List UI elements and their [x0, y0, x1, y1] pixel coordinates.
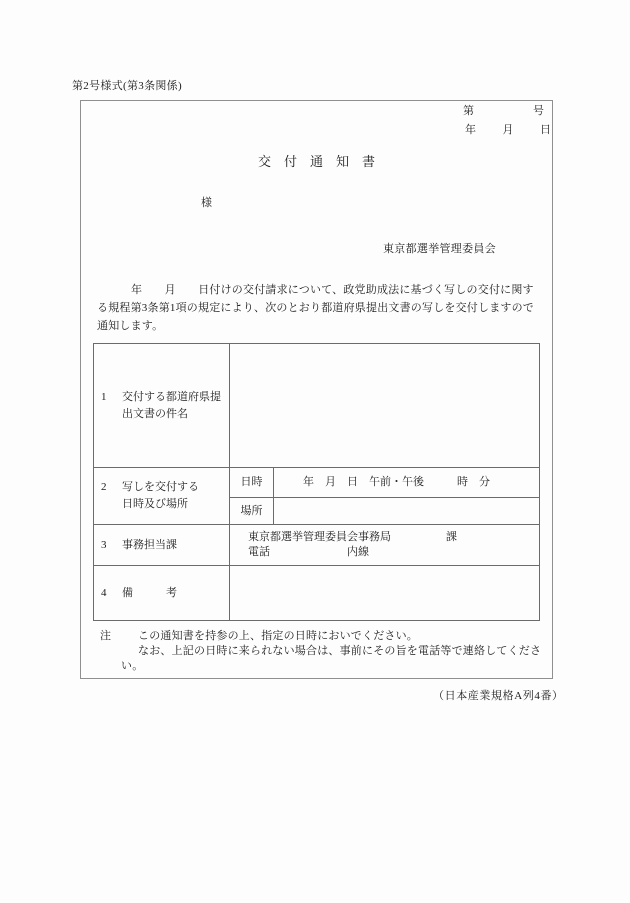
body-line: 年 月 日付けの交付請求について、政党助成法に基づく写しの交付に関す: [131, 284, 534, 296]
row1-label: 出文書の件名: [122, 407, 188, 420]
office-name: 東京都選挙管理委員会事務局 課: [248, 531, 457, 543]
place-key-cell: 場所: [240, 504, 263, 517]
doc-number-suffix: 号: [533, 105, 544, 117]
place-value-cell: [274, 498, 539, 524]
issuer-name: 東京都選挙管理委員会: [383, 243, 496, 255]
row2-number: 2: [101, 481, 107, 493]
body-paragraph: [97, 285, 534, 339]
row4-value-cell: [230, 566, 539, 620]
body-line: る規程第3条第1項の規定により、次のとおり都道府県提出文書の写しを交付しますので: [97, 302, 534, 314]
row1-label-cell: [94, 344, 229, 467]
note-line2: なお、上記の日時に来られない場合は、事前にその旨を電話等で連絡してくださ: [138, 645, 542, 657]
doc-number-line: [463, 106, 544, 117]
row3-value-cell: [230, 525, 539, 565]
doc-date-line: [465, 125, 551, 136]
row1-number: 1: [101, 390, 107, 403]
row2-label: 写しを交付する: [122, 481, 199, 493]
row4-label: 備 考: [122, 586, 177, 599]
row2-label-cell: [94, 468, 229, 524]
row4-number: 4: [101, 586, 107, 599]
body-line: 通知します。: [97, 320, 164, 332]
paper-size-note: （日本産業規格A列4番）: [433, 690, 564, 702]
doc-number-prefix: 第: [463, 105, 474, 117]
note-line1: この通知書を持参の上、指定の日時においでください。: [138, 630, 418, 642]
row3-number: 3: [101, 538, 107, 551]
form-frame: [80, 100, 553, 679]
note-line3: い。: [121, 660, 144, 672]
phone-extension: 電話 内線: [248, 546, 369, 558]
document-title: 交 付 通 知 書: [257, 154, 375, 169]
form-code-label: 第2号様式(第3条関係): [72, 80, 182, 92]
row1-value-cell: [230, 344, 539, 467]
date-day-label: 日: [540, 124, 551, 136]
row3-label-cell: [94, 525, 229, 565]
date-year-label: 年: [465, 124, 476, 136]
date-month-label: 月: [502, 124, 514, 136]
datetime-key-cell: 日時: [240, 476, 263, 488]
datetime-value-cell: 年 月 日 午前・午後 時 分: [303, 476, 490, 488]
form-table: [93, 343, 540, 621]
row3-label: 事務担当課: [122, 538, 177, 551]
note-marker: 注: [100, 630, 112, 642]
row2-label: 日時及び場所: [122, 498, 188, 510]
row1-label: 交付する都道府県提: [122, 390, 221, 403]
row4-label-cell: [94, 566, 229, 620]
addressee-suffix: 様: [201, 197, 213, 209]
